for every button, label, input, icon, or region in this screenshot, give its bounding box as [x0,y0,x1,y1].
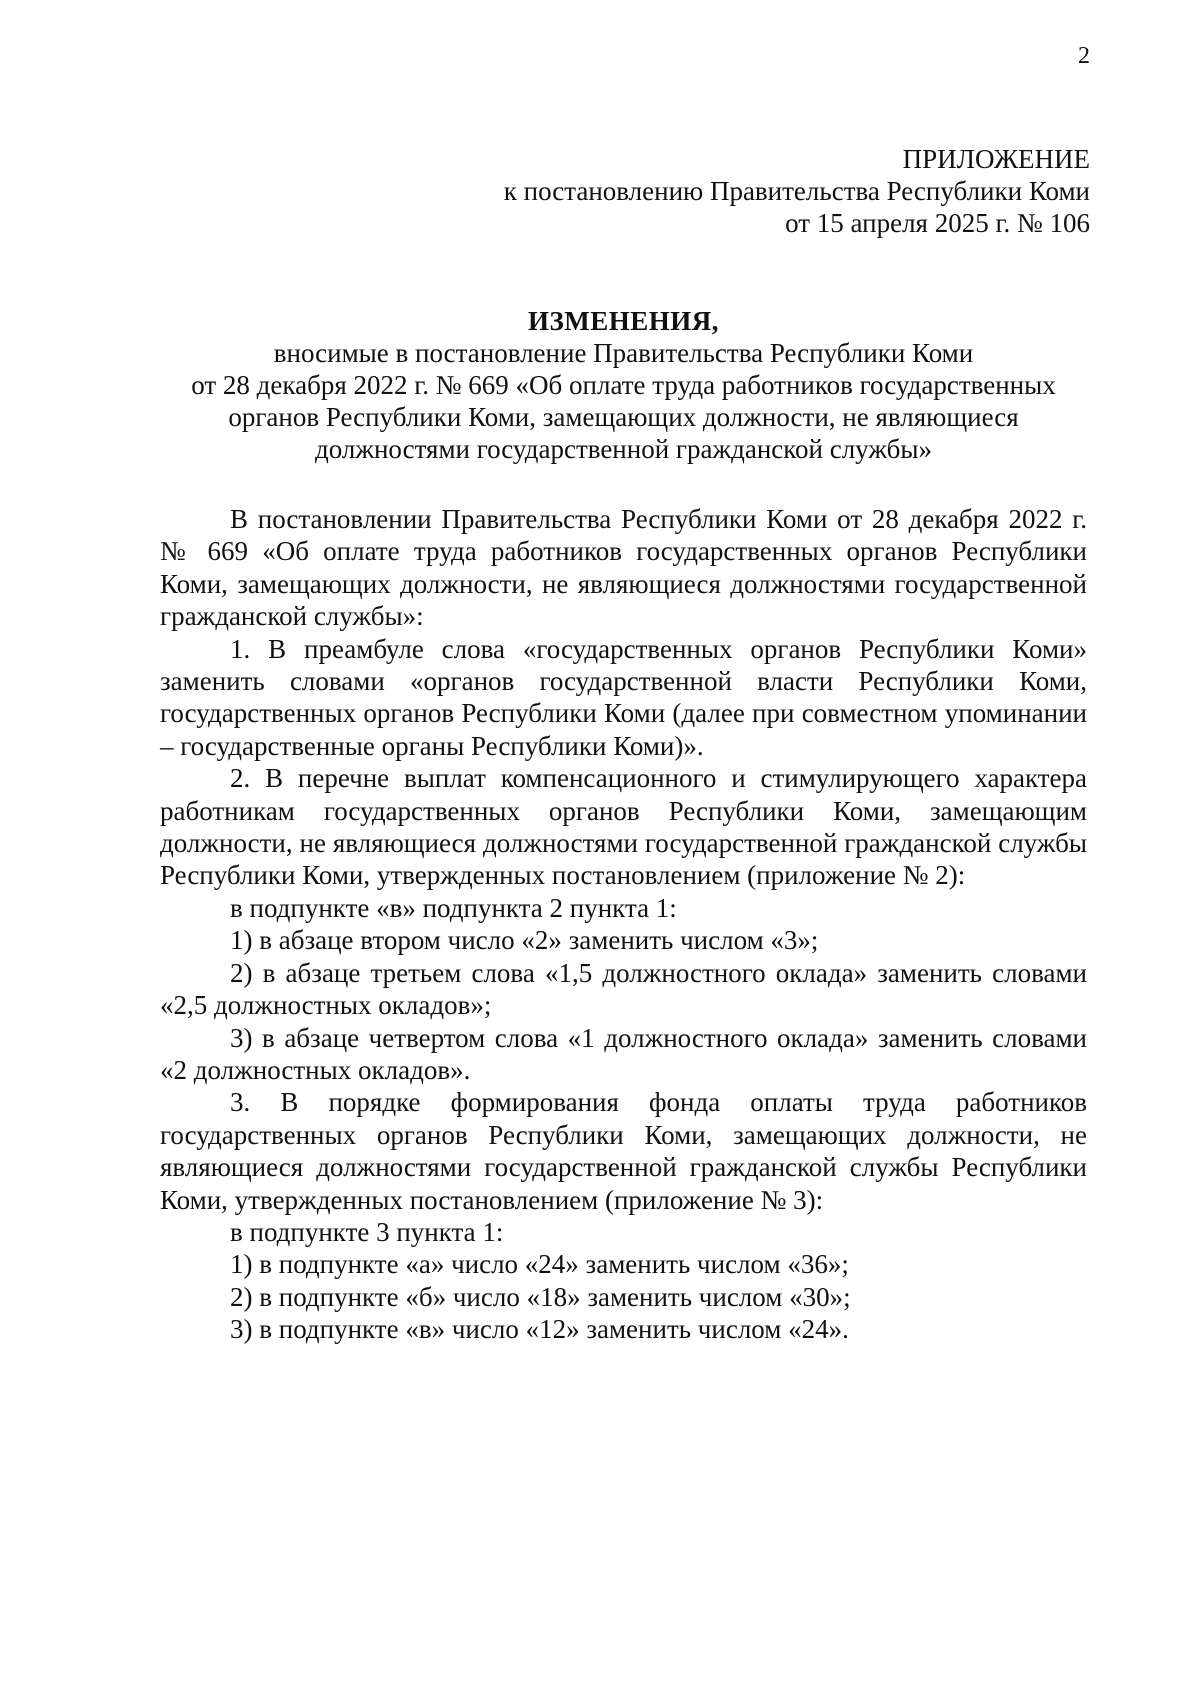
paragraph-intro: В постановлении Правительства Республики Коми от 28 декабря 2022 г. № 669 «Об оплате труда работников государственных органов Республики Коми, замещающих должности, не являющиеся должностями государственной гражданской службы»: [160,504,1087,632]
heading-line-1: вносимые в постановление Правительства Республики Коми [273,338,974,368]
document-title: ИЗМЕНЕНИЯ, [527,306,719,336]
appendix-title: ПРИЛОЖЕНИЕ [902,144,1090,174]
heading-line-4: должностями государственной гражданской службы» [314,434,933,464]
appendix-block [504,143,1090,239]
paragraph-item-3-sub-3: 3) в подпункте «в» число «12» заменить числом «24». [230,1314,849,1345]
paragraph-item-2-sub-1: 1) в абзаце втором число «2» заменить числом «3»; [230,925,819,956]
document-body [160,503,1087,1346]
paragraph-item-1: 1. В преамбуле слова «государственных органов Республики Коми» заменить словами «органов государственной власти Республики Коми, государственных органов Республики Коми (далее при совместном упоминании – государственные органы Республики Коми)». [160,633,1087,761]
appendix-reference: к постановлению Правительства Республики Коми [503,176,1090,206]
paragraph-item-2-sub-2: 2) в абзаце третьем слова «1,5 должностного оклада» заменить словами «2,5 должностных окладов»; [160,957,1087,1021]
page-number: 2 [1078,43,1090,69]
paragraph-item-3-sub-2: 2) в подпункте «б» число «18» заменить числом «30»; [230,1281,851,1312]
heading-line-3: органов Республики Коми, замещающих должности, не являющиеся [228,402,1019,432]
paragraph-item-3: 3. В порядке формирования фонда оплаты труда работников государственных органов Республики Коми, замещающих должности, не являющиеся должностями государственной гражданской службы Республики Коми, утвержденных постановлением (приложение № 3): [160,1087,1087,1215]
document-heading [160,305,1087,465]
paragraph-item-2-sub: в подпункте «в» подпункта 2 пункта 1: [230,892,677,923]
heading-line-2: от 28 декабря 2022 г. № 669 «Об оплате труда работников государственных [191,370,1056,400]
appendix-date: от 15 апреля 2025 г. № 106 [785,208,1090,238]
paragraph-item-2: 2. В перечне выплат компенсационного и стимулирующего характера работникам государственных органов Республики Коми, замещающим должности, не являющиеся должностями государственной гражданской службы Республики Коми, утвержденных постановлением (приложение № 2): [160,763,1087,891]
paragraph-item-3-sub-1: 1) в подпункте «а» число «24» заменить числом «36»; [230,1249,849,1280]
paragraph-item-2-sub-3: 3) в абзаце четвертом слова «1 должностного оклада» заменить словами «2 должностных окладов». [160,1022,1087,1085]
paragraph-item-3-sub: в подпункте 3 пункта 1: [230,1216,504,1247]
